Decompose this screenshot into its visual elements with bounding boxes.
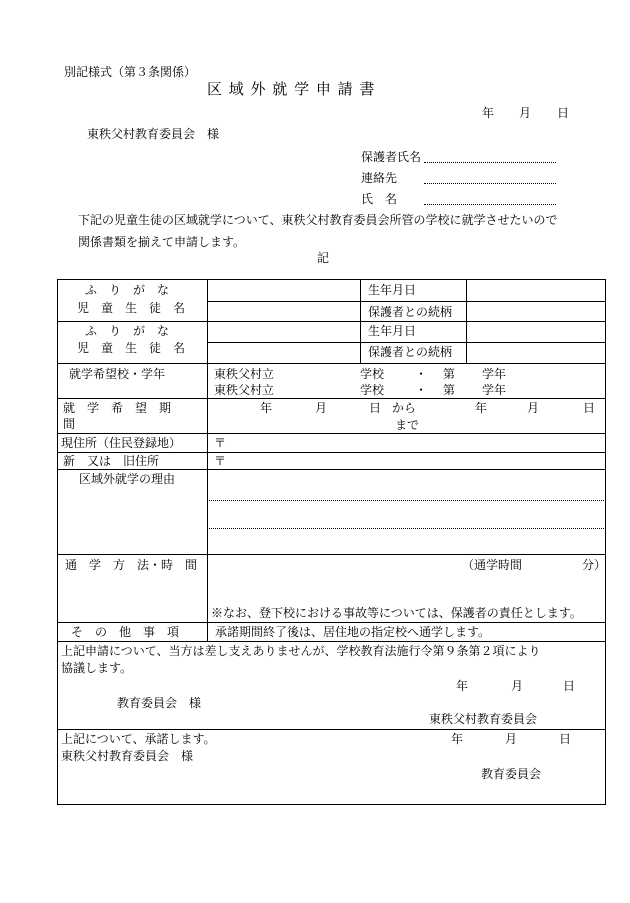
other-value: 承諾期間終了後は、居住地の指定校へ通学します。 <box>215 625 491 639</box>
period-start-year: 年 <box>260 401 273 415</box>
period-label: 就 学 希 望 期 <box>63 401 172 415</box>
period-from: から <box>392 401 417 415</box>
applicant-name-label: 氏 名 <box>361 192 398 206</box>
separator-dot-2: ・ <box>415 383 428 397</box>
village-school-1: 東秩父村立 <box>214 367 275 381</box>
approval-year: 年 <box>451 732 464 746</box>
student-name-label-1: 児 童 生 徒 名 <box>77 301 186 315</box>
postal-mark-current: 〒 <box>214 436 227 450</box>
contact-field[interactable] <box>424 183 556 184</box>
date-year-label: 年 <box>482 106 495 120</box>
body-line-1: 下記の児童生徒の区域就学について、東秩父村教育委員会所管の学校に就学させたいので <box>78 213 558 227</box>
birthdate-label-2: 生年月日 <box>368 324 417 338</box>
body-line-2: 関係書類を揃えて申請します。 <box>78 235 246 249</box>
approval-day: 日 <box>559 732 572 746</box>
furigana-label-1: ふ り が な <box>85 283 170 297</box>
grade-label-2: 学年 <box>482 383 507 397</box>
consultation-day: 日 <box>563 679 576 693</box>
period-end-month: 月 <box>527 401 540 415</box>
guardian-name-field[interactable] <box>424 162 556 163</box>
period-label-cont: 間 <box>63 417 76 431</box>
addressee: 東秩父村教育委員会 様 <box>87 127 220 141</box>
accident-note: ※なお、登下校における事故等については、保護者の責任とします。 <box>211 606 582 620</box>
furigana-label-2: ふ り が な <box>85 324 170 338</box>
period-end-year: 年 <box>475 401 488 415</box>
relationship-label-1: 保護者との続柄 <box>368 305 453 319</box>
approval-month: 月 <box>505 732 518 746</box>
applicant-name-field[interactable] <box>424 204 556 205</box>
period-start-day: 日 <box>369 401 382 415</box>
school-label-1: 学校 <box>360 367 385 381</box>
approval-line-1: 上記について、承諾します。 <box>61 732 216 746</box>
relationship-label-2: 保護者との続柄 <box>368 345 453 359</box>
commute-time: （通学時間 分） <box>462 558 607 572</box>
birthdate-label-1: 生年月日 <box>368 283 417 297</box>
ordinal-label-1: 第 <box>443 367 456 381</box>
grade-label-1: 学年 <box>482 367 507 381</box>
ki-label: 記 <box>317 251 330 265</box>
consultation-year: 年 <box>456 679 469 693</box>
student-name-label-2: 児 童 生 徒 名 <box>77 341 186 355</box>
consultation-line-1: 上記申請について、当方は差し支えありませんが、学校教育法施行令第９条第２項により <box>61 644 541 658</box>
commute-label: 通 学 方 法・時 間 <box>65 558 198 572</box>
application-form-table <box>57 279 606 805</box>
reason-label: 区域外就学の理由 <box>79 472 176 486</box>
village-school-2: 東秩父村立 <box>214 383 275 397</box>
postal-mark-old: 〒 <box>214 454 227 468</box>
approval-addressee: 東秩父村教育委員会 様 <box>61 749 194 763</box>
date-month-label: 月 <box>519 106 532 120</box>
consultation-line-2: 協議します。 <box>61 661 133 675</box>
current-address-label: 現住所（住民登録地） <box>61 436 182 450</box>
desired-school-label: 就学希望校・学年 <box>69 367 166 381</box>
form-number: 別記様式（第３条関係） <box>64 65 197 79</box>
contact-label: 連絡先 <box>361 171 398 185</box>
period-start-month: 月 <box>315 401 328 415</box>
guardian-name-label: 保護者氏名 <box>361 150 422 164</box>
school-label-2: 学校 <box>360 383 385 397</box>
old-address-label: 新 又は 旧住所 <box>63 454 160 468</box>
consultation-month: 月 <box>511 679 524 693</box>
date-day-label: 日 <box>557 106 570 120</box>
consultation-addressee: 教育委員会 様 <box>117 696 202 710</box>
ordinal-label-2: 第 <box>443 383 456 397</box>
period-until: まで <box>395 418 420 432</box>
approval-board: 教育委員会 <box>481 767 542 781</box>
table-border <box>57 279 606 805</box>
other-label: そ の 他 事 項 <box>71 625 180 639</box>
page-title: 区 域 外 就 学 申 請 書 <box>207 80 376 98</box>
separator-dot-1: ・ <box>415 367 428 381</box>
consultation-from-board: 東秩父村教育委員会 <box>429 712 538 726</box>
period-end-day: 日 <box>583 401 596 415</box>
